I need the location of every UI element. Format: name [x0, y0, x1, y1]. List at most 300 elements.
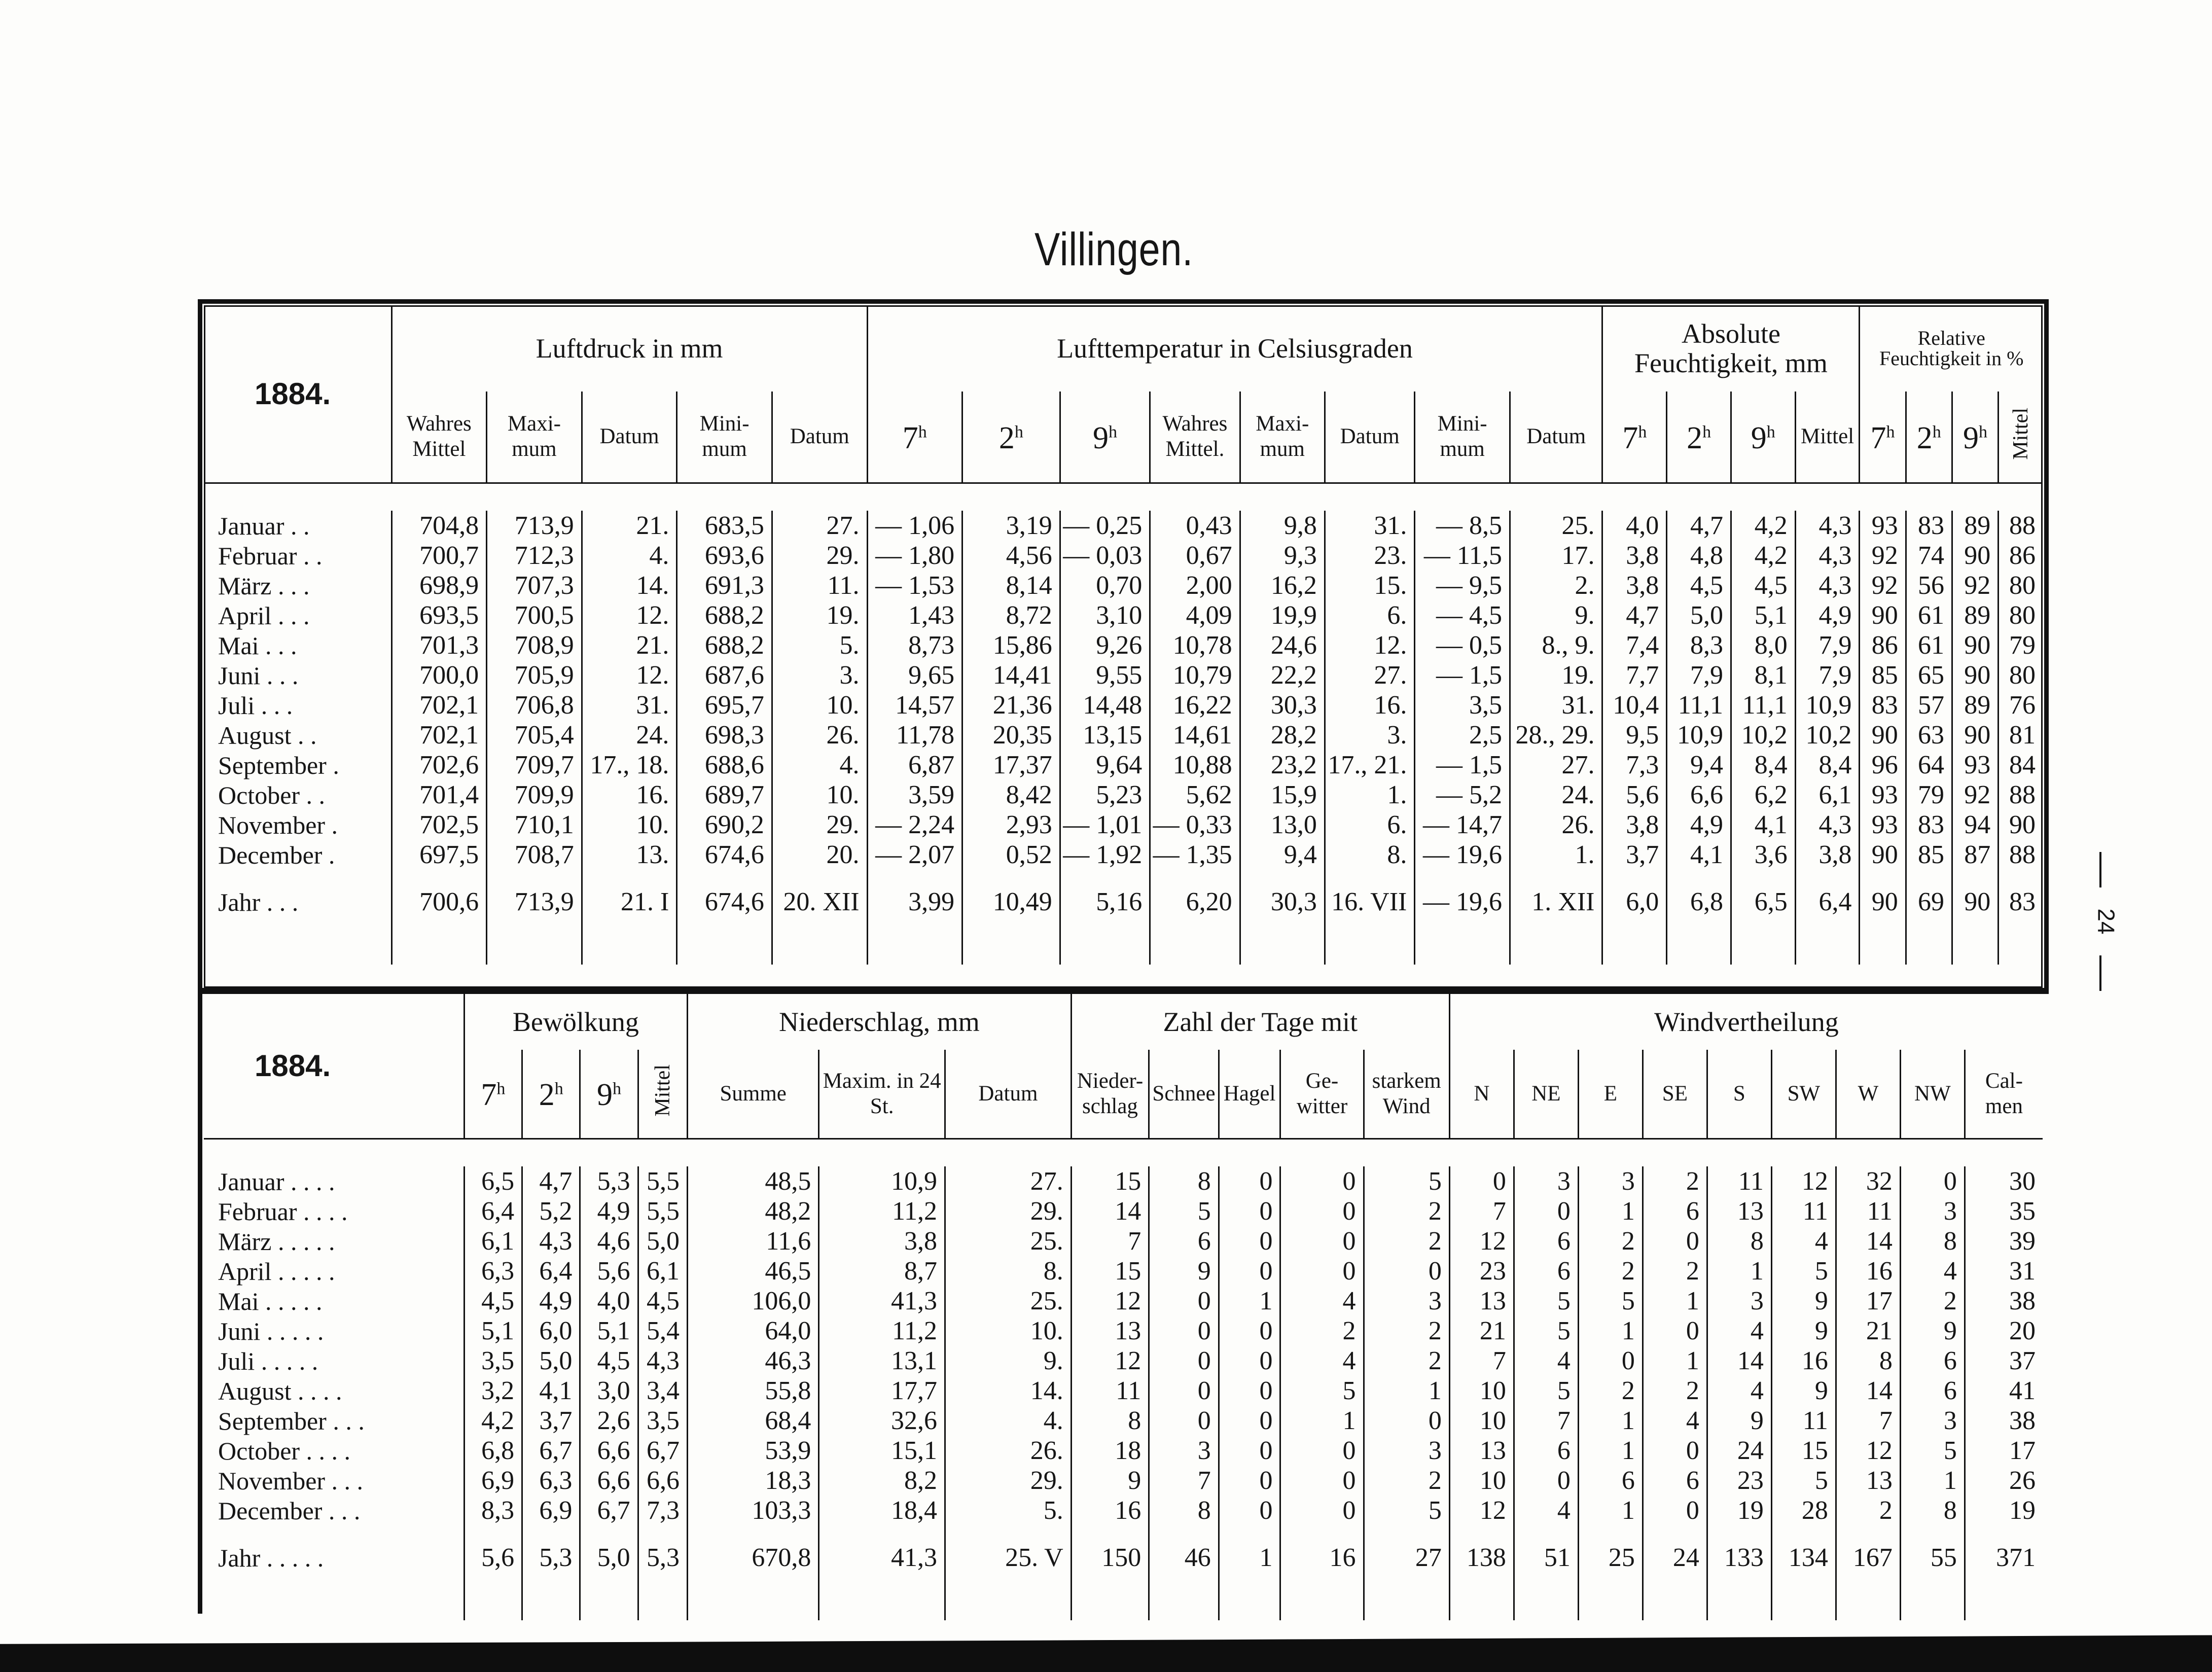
gap-cell: [1667, 870, 1731, 885]
table-cell: 4,5: [464, 1286, 522, 1316]
table-cell: 687,6: [677, 660, 772, 690]
gap-cell: [1860, 870, 1906, 885]
table-cell: 16: [1836, 1256, 1900, 1286]
table-cell: — 2,24: [867, 810, 962, 840]
table-cell: — 4,5: [1415, 600, 1510, 630]
table-cell: 5: [1771, 1256, 1836, 1286]
column-header: Summe: [688, 1050, 819, 1139]
tail-cell: [1906, 919, 1952, 965]
table-cell: 16,2: [1240, 571, 1325, 600]
table-cell: 4,9: [580, 1196, 638, 1226]
table-cell: 90: [1860, 840, 1906, 870]
table-cell: 138: [1449, 1541, 1514, 1575]
table-cell: 7: [1071, 1226, 1149, 1256]
table-cell: 4,9: [1795, 600, 1860, 630]
table-cell: 14.: [945, 1376, 1072, 1406]
table-cell: 698,9: [391, 571, 487, 600]
table-cell: 90: [1952, 630, 1998, 660]
table-cell: 8: [1900, 1496, 1965, 1525]
table-cell: 11: [1707, 1166, 1771, 1196]
table-cell: 23.: [1325, 541, 1414, 571]
gap-cell: [1150, 870, 1240, 885]
column-header: Datum: [772, 392, 867, 483]
table-cell: 1.: [1325, 780, 1414, 810]
table-cell: 4: [1643, 1406, 1707, 1436]
month-label: September .: [218, 751, 339, 779]
table-row: [204, 690, 2043, 720]
table-cell: 0: [1364, 1406, 1449, 1436]
column-header: Nieder- schlag: [1071, 1050, 1149, 1139]
table-cell: 25.: [945, 1226, 1072, 1256]
table-cell: 7,9: [1667, 660, 1731, 690]
table-cell: 704,8: [391, 511, 487, 541]
table-cell: 9,26: [1060, 630, 1150, 660]
table-cell: 16.: [1325, 690, 1414, 720]
table-cell: 0: [1643, 1496, 1707, 1525]
table-cell: 6,0: [1602, 885, 1667, 919]
table-cell: 51: [1514, 1541, 1578, 1575]
table-cell: 1: [1578, 1196, 1643, 1226]
tail-cell: [867, 919, 962, 965]
table-cell: 700,7: [391, 541, 487, 571]
table-cell: 0: [1280, 1256, 1364, 1286]
table-cell: 10,78: [1150, 630, 1240, 660]
gap-cell: [1219, 1525, 1280, 1541]
table-cell: 1: [1219, 1286, 1280, 1316]
table-cell: 3,8: [1602, 571, 1667, 600]
group-zahl-der-tage: Zahl der Tage mit: [1071, 994, 1449, 1050]
table-cell: — 1,5: [1415, 750, 1510, 780]
table-cell: 28., 29.: [1510, 720, 1602, 750]
table-cell: 5,1: [464, 1316, 522, 1346]
table-cell: 2: [1643, 1166, 1707, 1196]
gap-cell: [1240, 870, 1325, 885]
column-header: Mini- mum: [677, 392, 772, 483]
gap-cell: [464, 1525, 522, 1541]
table-cell: 8: [1149, 1166, 1219, 1196]
table-cell: 46,5: [688, 1256, 819, 1286]
table-cell: 2: [1836, 1496, 1900, 1525]
table-cell: 6: [1578, 1466, 1643, 1496]
table-cell: 10,9: [1667, 720, 1731, 750]
table-cell: 27: [1364, 1541, 1449, 1575]
table-cell: 27.: [772, 511, 867, 541]
column-header: Maxim. in 24 St.: [819, 1050, 945, 1139]
table-cell: 10,9: [1795, 690, 1860, 720]
table-row: [204, 720, 2043, 750]
tail-cell: [1731, 919, 1795, 965]
table-cell: 6,1: [464, 1226, 522, 1256]
table-cell: 8,4: [1795, 750, 1860, 780]
table-cell: 0: [1149, 1316, 1219, 1346]
table-cell: 93: [1860, 810, 1906, 840]
table-cell: 695,7: [677, 690, 772, 720]
table-cell: 6,4: [1795, 885, 1860, 919]
table-cell: 14: [1707, 1346, 1771, 1376]
table-cell: 688,2: [677, 630, 772, 660]
table-cell: 8,42: [962, 780, 1060, 810]
table-cell: 0: [1219, 1436, 1280, 1466]
column-header: Mittel: [1999, 392, 2043, 483]
table-cell: 69: [1906, 885, 1952, 919]
table-cell: 21: [1836, 1316, 1900, 1346]
table-cell: 3: [1900, 1196, 1965, 1226]
table-cell: 9,4: [1240, 840, 1325, 870]
table-cell: 13,1: [819, 1346, 945, 1376]
table-cell: 12: [1771, 1166, 1836, 1196]
table-cell: — 0,25: [1060, 511, 1150, 541]
gap-cell: [1731, 870, 1795, 885]
table-cell: 88: [1999, 511, 2043, 541]
tail-cell: [1219, 1575, 1280, 1620]
table-cell: 21. I: [582, 885, 677, 919]
table-cell: 9: [1707, 1406, 1771, 1436]
table-cell: 6,3: [522, 1466, 580, 1496]
table-cell: 0: [1643, 1436, 1707, 1466]
table-cell: 12.: [1325, 630, 1414, 660]
table-cell: 83: [1999, 885, 2043, 919]
table-cell: 713,9: [487, 511, 582, 541]
table-cell: 4,3: [1795, 511, 1860, 541]
table-cell: 710,1: [487, 810, 582, 840]
column-header: 9$^h$: [580, 1050, 638, 1139]
table-cell: 706,8: [487, 690, 582, 720]
table-cell: 7: [1149, 1466, 1219, 1496]
table-cell: 46,3: [688, 1346, 819, 1376]
gap-cell: [1514, 1525, 1578, 1541]
group-absolute-feuchtigkeit: Absolute Feuchtigkeit, mm: [1602, 305, 1860, 392]
table-cell: 0: [1280, 1166, 1364, 1196]
table-cell: 83: [1906, 810, 1952, 840]
table-cell: 11: [1836, 1196, 1900, 1226]
tail-cell: [638, 1575, 687, 1620]
table-cell: 6,7: [522, 1436, 580, 1466]
table-cell: 87: [1952, 840, 1998, 870]
column-header: SW: [1771, 1050, 1836, 1139]
table-cell: 80: [1999, 571, 2043, 600]
month-label: Juli . . .: [218, 691, 293, 720]
group-bewoelkung: Bewölkung: [464, 994, 687, 1050]
table-cell: 16: [1071, 1496, 1149, 1525]
table-row: [204, 1226, 2043, 1256]
table-cell: 5,23: [1060, 780, 1150, 810]
month-label: Januar . . . .: [218, 1167, 335, 1196]
table-cell: 19,9: [1240, 600, 1325, 630]
table-cell: 17,7: [819, 1376, 945, 1406]
table-cell: 12: [1071, 1346, 1149, 1376]
table-cell: 6,6: [1667, 780, 1731, 810]
table-cell: 0: [1578, 1346, 1643, 1376]
table-cell: 83: [1906, 511, 1952, 541]
table-cell: 4,7: [1667, 511, 1731, 541]
table-cell: 14: [1836, 1226, 1900, 1256]
month-label: October . .: [218, 780, 326, 809]
table-cell: 26.: [1510, 810, 1602, 840]
month-label: März . . .: [218, 571, 310, 600]
table-cell: 90: [1999, 810, 2043, 840]
table-cell: 10: [1449, 1376, 1514, 1406]
table-cell: 90: [1952, 885, 1998, 919]
gap-cell: [1906, 870, 1952, 885]
table-cell: 4,2: [1731, 541, 1795, 571]
table-cell: 4,8: [1667, 541, 1731, 571]
table-cell: 23,2: [1240, 750, 1325, 780]
table-row: [204, 1466, 2043, 1496]
table-cell: 6,87: [867, 750, 962, 780]
table-cell: 90: [1860, 885, 1906, 919]
column-header: 7$^h$: [464, 1050, 522, 1139]
tail-cell: [1325, 919, 1414, 965]
table-cell: 2: [1578, 1256, 1643, 1286]
table-cell: 32,6: [819, 1406, 945, 1436]
table-cell: 74: [1906, 541, 1952, 571]
table-cell: 670,8: [688, 1541, 819, 1575]
table-cell: 2: [1900, 1286, 1965, 1316]
table-cell: 15.: [1325, 571, 1414, 600]
table-cell: 8: [1707, 1226, 1771, 1256]
table-cell: 46: [1149, 1541, 1219, 1575]
table-cell: — 19,6: [1415, 840, 1510, 870]
table-cell: 28: [1771, 1496, 1836, 1525]
tail-cell: [1578, 1575, 1643, 1620]
table-cell: 25: [1578, 1541, 1643, 1575]
gap-cell: [1707, 1525, 1771, 1541]
table-cell: 83: [1860, 690, 1906, 720]
table-cell: 5,3: [638, 1541, 687, 1575]
table-cell: 13,15: [1060, 720, 1150, 750]
table-cell: 5.: [945, 1496, 1072, 1525]
table-cell: 4.: [582, 541, 677, 571]
table-cell: 103,3: [688, 1496, 819, 1525]
table-cell: 10,9: [819, 1166, 945, 1196]
table-cell: 11,2: [819, 1316, 945, 1346]
table-cell: 9,5: [1602, 720, 1667, 750]
gap-cell: [580, 1525, 638, 1541]
table-cell: 93: [1860, 780, 1906, 810]
table-cell: 3,5: [638, 1406, 687, 1436]
month-label: Mai . . . . .: [218, 1287, 323, 1315]
column-header: Maxi- mum: [487, 392, 582, 483]
tail-cell: [962, 919, 1060, 965]
table-cell: 86: [1999, 541, 2043, 571]
table-cell: 15,86: [962, 630, 1060, 660]
table-cell: 55: [1900, 1541, 1965, 1575]
table-cell: 4,1: [1667, 840, 1731, 870]
table-cell: 5: [1771, 1466, 1836, 1496]
column-header: 7$^h$: [867, 392, 962, 483]
table-cell: 698,3: [677, 720, 772, 750]
table-cell: 90: [1952, 541, 1998, 571]
table-cell: 19: [1707, 1496, 1771, 1525]
table-cell: 29.: [945, 1196, 1072, 1226]
table-cell: 29.: [772, 810, 867, 840]
table-cell: 702,5: [391, 810, 487, 840]
table-cell: 0: [1149, 1406, 1219, 1436]
table-cell: 2: [1578, 1226, 1643, 1256]
table-cell: 0: [1219, 1406, 1280, 1436]
table-cell: 11,6: [688, 1226, 819, 1256]
gap-cell: [1999, 870, 2043, 885]
column-header: Datum: [1510, 392, 1602, 483]
table-cell: 12.: [582, 660, 677, 690]
column-header: Datum: [582, 392, 677, 483]
table-cell: 6,0: [522, 1316, 580, 1346]
table-cell: 0: [1280, 1466, 1364, 1496]
table-cell: 89: [1952, 690, 1998, 720]
table-cell: 92: [1860, 541, 1906, 571]
month-label: November . . .: [218, 1466, 364, 1495]
table-cell: 6,1: [1795, 780, 1860, 810]
table-cell: 4,0: [580, 1286, 638, 1316]
table-cell: 3,8: [1602, 810, 1667, 840]
group-lufttemperatur: Lufttemperatur in Celsiusgraden: [867, 305, 1602, 392]
column-header: E: [1578, 1050, 1643, 1139]
table-cell: 84: [1999, 750, 2043, 780]
table-cell: 16: [1280, 1541, 1364, 1575]
month-label: Jahr . . . . .: [218, 1543, 324, 1572]
tail-cell: [819, 1575, 945, 1620]
column-header: Wahres Mittel.: [1150, 392, 1240, 483]
table-cell: 10,49: [962, 885, 1060, 919]
table-cell: 18,4: [819, 1496, 945, 1525]
table-cell: 4,0: [1602, 511, 1667, 541]
table-cell: 702,1: [391, 720, 487, 750]
group-relative-feuchtigkeit: Relative Feuchtigkeit in %: [1860, 305, 2043, 392]
table-cell: 27.: [1510, 750, 1602, 780]
table-cell: 12: [1836, 1436, 1900, 1466]
table-cell: 6: [1514, 1256, 1578, 1286]
table-cell: 4,5: [580, 1346, 638, 1376]
tail-cell: [772, 919, 867, 965]
table-cell: 709,7: [487, 750, 582, 780]
tail-cell: [1836, 1575, 1900, 1620]
gap-cell: [677, 870, 772, 885]
tail-cell: [487, 919, 582, 965]
table-cell: 5,5: [638, 1166, 687, 1196]
table-cell: 0: [1280, 1436, 1364, 1466]
table-cell: — 1,06: [867, 511, 962, 541]
table-cell: 2,5: [1415, 720, 1510, 750]
table-cell: 5,3: [580, 1166, 638, 1196]
table-cell: 1: [1707, 1256, 1771, 1286]
table-cell: 674,6: [677, 885, 772, 919]
table-cell: 64,0: [688, 1316, 819, 1346]
gap-cell: [819, 1525, 945, 1541]
table-cell: 29.: [772, 541, 867, 571]
gap-cell: [1643, 1525, 1707, 1541]
table-cell: 8: [1900, 1226, 1965, 1256]
table-cell: 6: [1149, 1226, 1219, 1256]
table-cell: 0: [1219, 1346, 1280, 1376]
table-cell: 4.: [945, 1406, 1072, 1436]
table-cell: 3,5: [1415, 690, 1510, 720]
table-cell: 5,0: [522, 1346, 580, 1376]
table-cell: 0: [1149, 1376, 1219, 1406]
table-cell: 0: [1219, 1166, 1280, 1196]
table-cell: — 11,5: [1415, 541, 1510, 571]
table-cell: 35: [1965, 1196, 2043, 1226]
table-cell: — 5,2: [1415, 780, 1510, 810]
gap-cell: [1771, 1525, 1836, 1541]
table-cell: 26.: [772, 720, 867, 750]
column-header: 2$^h$: [1906, 392, 1952, 483]
tail-cell: [580, 1575, 638, 1620]
table-cell: 7: [1836, 1406, 1900, 1436]
table-cell: 1: [1364, 1376, 1449, 1406]
tail-cell: [1707, 1575, 1771, 1620]
table-cell: 3,6: [1731, 840, 1795, 870]
month-label: August . . . .: [218, 1376, 342, 1405]
table-cell: 88: [1999, 840, 2043, 870]
table-cell: — 1,80: [867, 541, 962, 571]
page-number: [2093, 852, 2119, 991]
table-cell: 30: [1965, 1166, 2043, 1196]
table-cell: 13: [1449, 1436, 1514, 1466]
table-cell: 5: [1364, 1496, 1449, 1525]
table-cell: 19: [1965, 1496, 2043, 1525]
month-label: April . . . . .: [218, 1257, 335, 1286]
table-cell: 4,09: [1150, 600, 1240, 630]
table-cell: 6,7: [580, 1496, 638, 1525]
table-cell: 6,6: [638, 1466, 687, 1496]
table-cell: 18,3: [688, 1466, 819, 1496]
table-cell: 10.: [582, 810, 677, 840]
table-cell: 24.: [1510, 780, 1602, 810]
tail-cell: [677, 919, 772, 965]
table-cell: 5: [1514, 1376, 1578, 1406]
table-cell: 6.: [1325, 810, 1414, 840]
table-cell: 39: [1965, 1226, 2043, 1256]
table-cell: 2.: [1510, 571, 1602, 600]
table-cell: 10: [1449, 1406, 1514, 1436]
table-row: [204, 780, 2043, 810]
table-cell: 27.: [1325, 660, 1414, 690]
table-cell: 6,20: [1150, 885, 1240, 919]
gap-cell: [1602, 870, 1667, 885]
table-cell: 93: [1952, 750, 1998, 780]
month-label: Juni . . . . .: [218, 1317, 324, 1345]
table-cell: 0,52: [962, 840, 1060, 870]
table-cell: 11: [1771, 1196, 1836, 1226]
tail-cell: [1150, 919, 1240, 965]
table-row: [204, 1406, 2043, 1436]
column-header: Mini- mum: [1415, 392, 1510, 483]
table-cell: 76: [1999, 690, 2043, 720]
table-cell: 0: [1219, 1466, 1280, 1496]
table-cell: 6,6: [580, 1466, 638, 1496]
table-cell: 1: [1219, 1541, 1280, 1575]
table-cell: 15,9: [1240, 780, 1325, 810]
column-header: 9$^h$: [1952, 392, 1998, 483]
table-cell: 61: [1906, 630, 1952, 660]
table-cell: 1: [1578, 1436, 1643, 1466]
table-row: [204, 511, 2043, 541]
table-cell: 3: [1364, 1436, 1449, 1466]
table-cell: 4,9: [522, 1286, 580, 1316]
table-cell: 1: [1643, 1286, 1707, 1316]
table-cell: 4: [1514, 1496, 1578, 1525]
table-cell: 14: [1071, 1196, 1149, 1226]
page-number-text: 24: [2093, 908, 2120, 935]
table-cell: 12.: [582, 600, 677, 630]
table-cell: 3,8: [819, 1226, 945, 1256]
column-header: W: [1836, 1050, 1900, 1139]
table-cell: 4,9: [1667, 810, 1731, 840]
table-cell: 693,6: [677, 541, 772, 571]
table-cell: 6,2: [1731, 780, 1795, 810]
table-cell: 1,43: [867, 600, 962, 630]
table-cell: 41,3: [819, 1541, 945, 1575]
